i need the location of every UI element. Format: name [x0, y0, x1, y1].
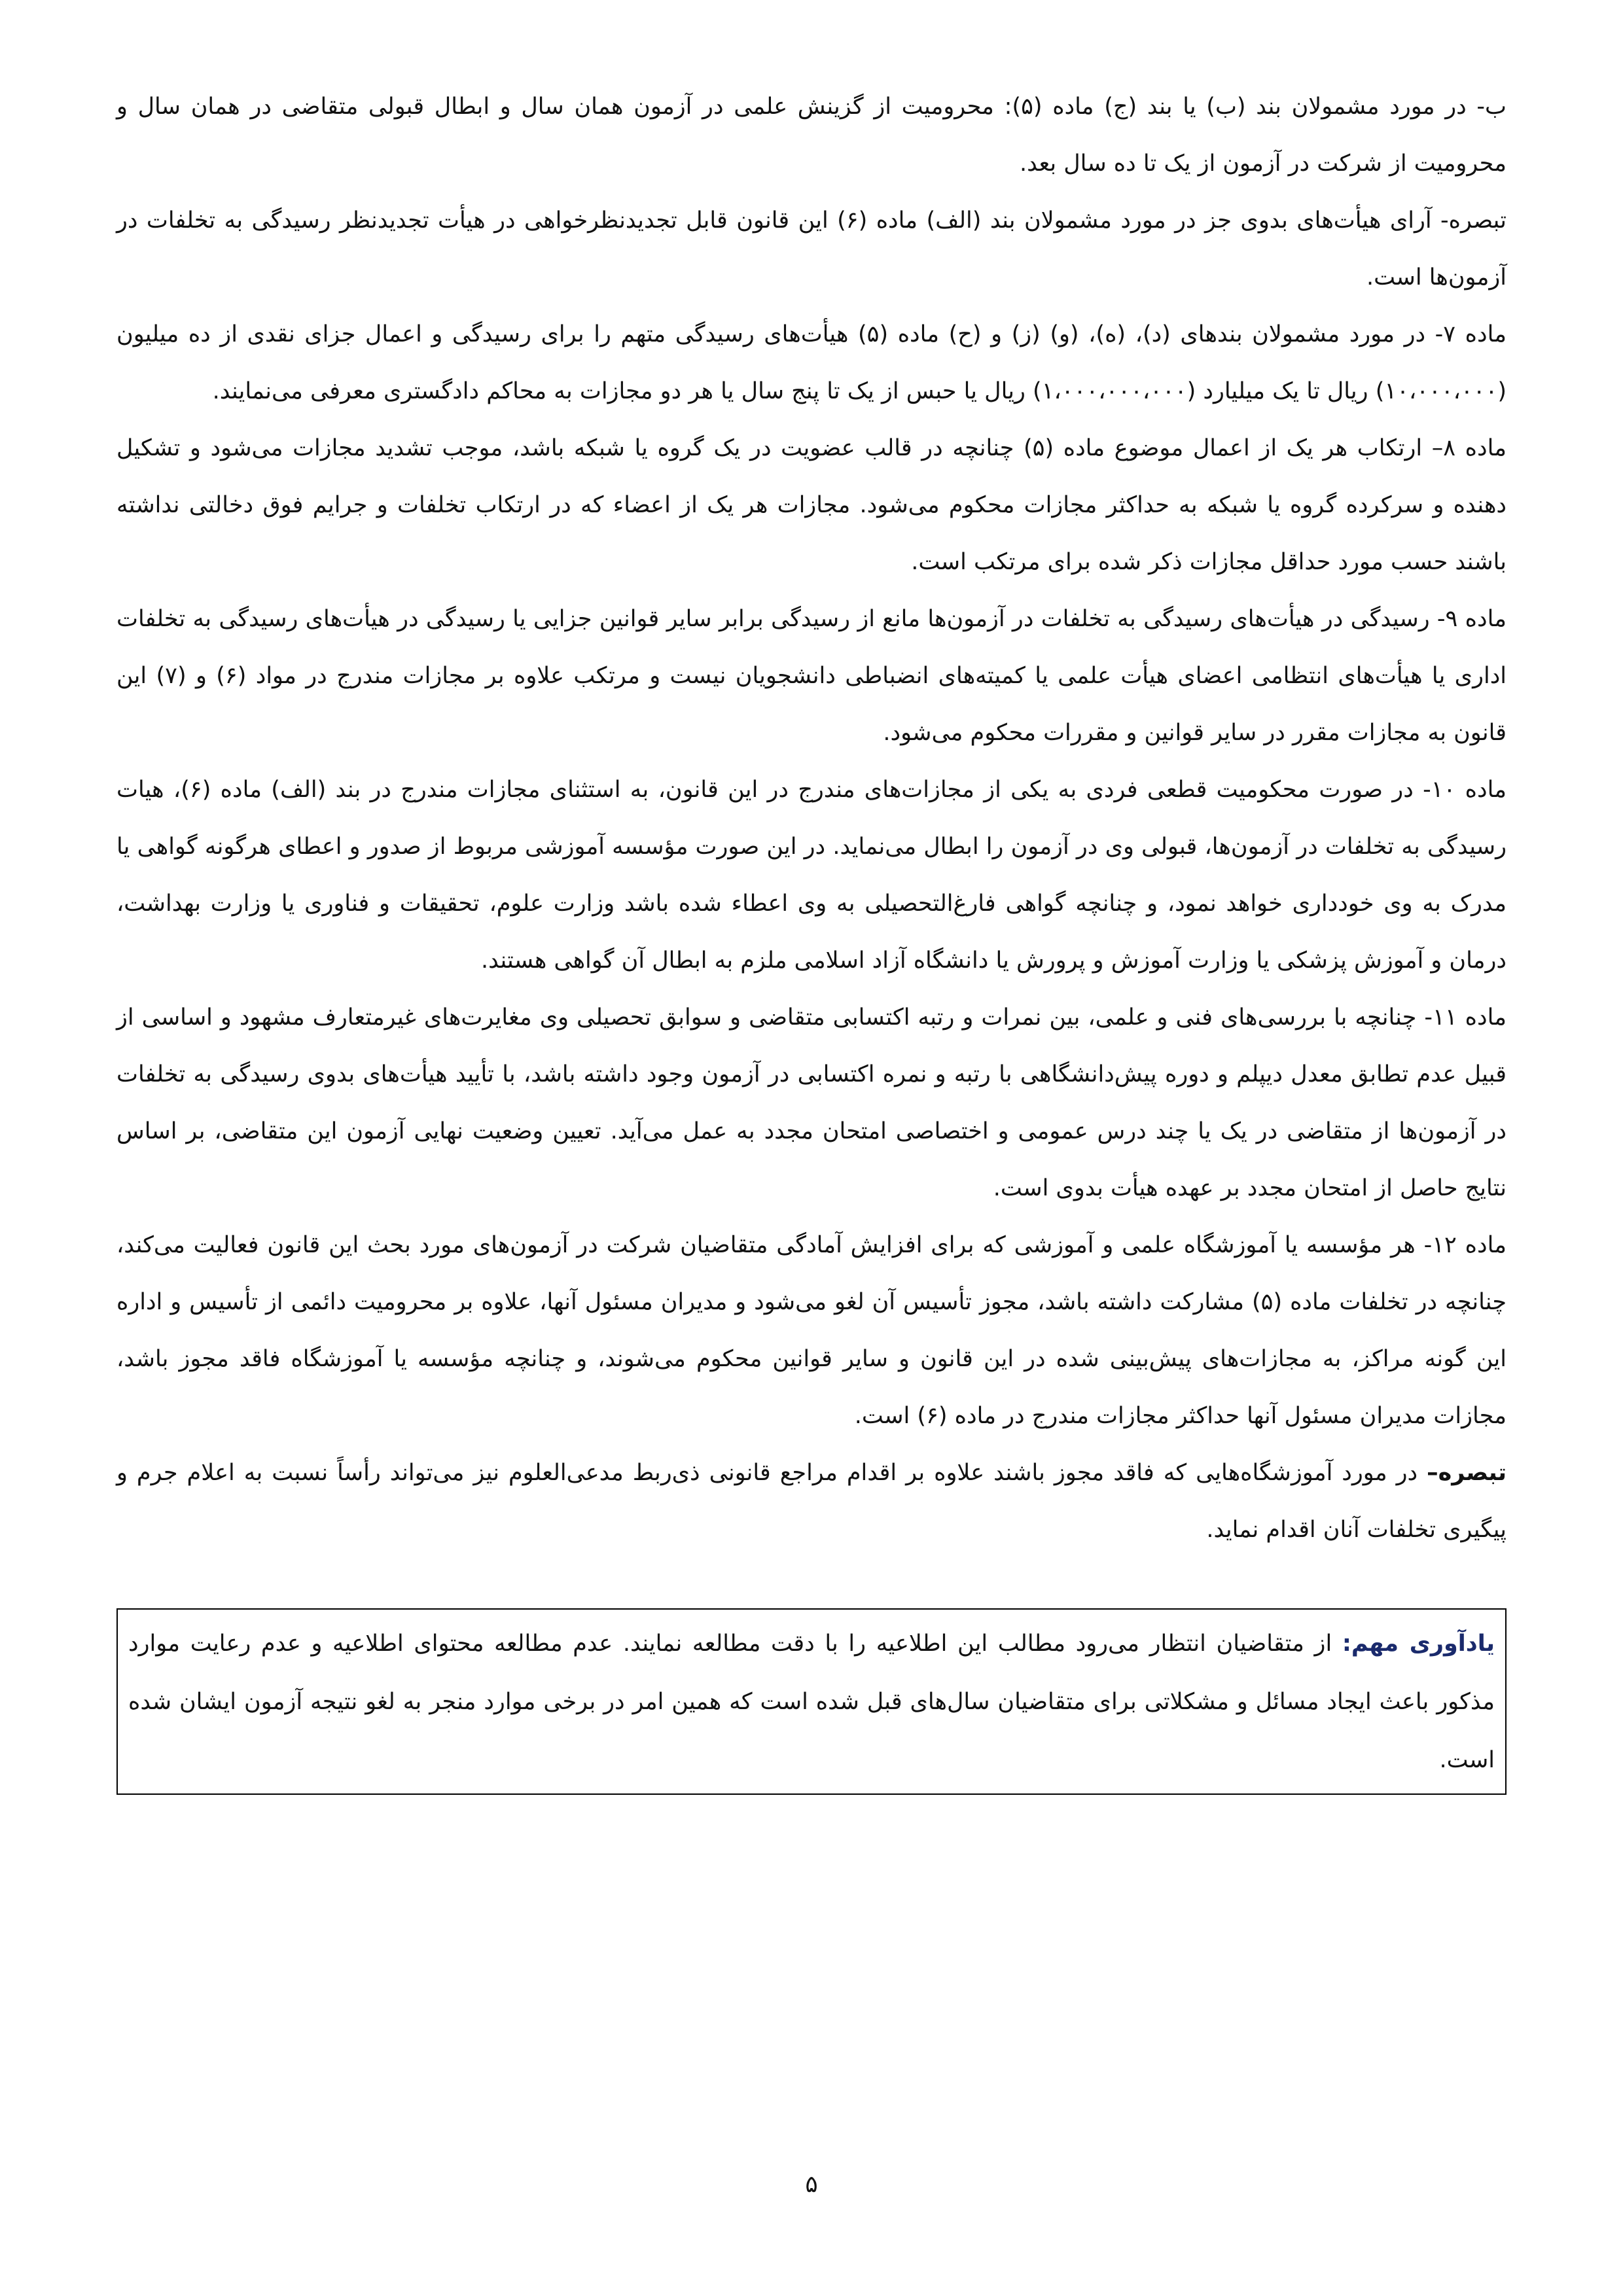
paragraph-note-appeal: تبصره- آرای هیأت‌های بدوی جز در مورد مشمولان بند (الف) ماده (۶) این قانون قابل تجدیدنظرخواهی در هیأت تجدیدنظر رسیدگی به تخلفات در آزمون‌ها است. — [116, 207, 1507, 291]
paragraph-article-9: ماده ۹- رسیدگی در هیأت‌های رسیدگی به تخلفات در آزمون‌ها مانع از رسیدگی برابر سایر قوانین جزایی یا رسیدگی در هیأت‌های رسیدگی به تخلفات اداری یا هیأت‌های انتظامی اعضای هیأت علمی یا کمیته‌های انضباطی دانشجویان نیست و مرتکب علاوه بر مجازات مندرج در مواد (۶) و (۷) این قانون به مجازات مقرر در سایر قوانین و مقررات محکوم می‌شود. — [116, 606, 1507, 746]
notice-label: یادآوری مهم: — [1342, 1631, 1495, 1657]
important-notice-paragraph — [128, 1615, 1495, 1790]
paragraph-article-10: ماده ۱۰- در صورت محکومیت قطعی فردی به یکی از مجازات‌های مندرج در این قانون، به استثنای مجازات مندرج در بند (الف) ماده (۶)، هیات رسیدگی به تخلفات در آزمون‌ها، قبولی وی در آزمون را ابطال می‌نماید. در این صورت مؤسسه آموزشی مربوط از صدور و اعطای هرگونه گواهی یا مدرک به وی خودداری خواهد نمود، و چنانچه گواهی فارغ‌التحصیلی به وی اعطاء شده باشد وزارت علوم، تحقیقات و فناوری یا وزارت بهداشت، درمان و آموزش پزشکی یا وزارت آموزش و پرورش یا دانشگاه آزاد اسلامی ملزم به ابطال آن گواهی هستند. — [116, 777, 1507, 974]
paragraph-article-12: ماده ۱۲- هر مؤسسه یا آموزشگاه علمی و آموزشی که برای افزایش آمادگی متقاضیان شرکت در آزمون‌های مورد بحث این قانون فعالیت می‌کند، چنانچه در تخلفات ماده (۵) مشارکت داشته باشد، مجوز تأسیس آن لغو می‌شود و مدیران مسئول آنها، علاوه بر محرومیت دائمی از تأسیس و اداره این گونه مراکز، به مجازات‌های پیش‌بینی شده در این قانون و سایر قوانین محکوم می‌شوند، و چنانچه مؤسسه یا آموزشگاه فاقد مجوز باشد، مجازات مدیران مسئول آنها حداکثر مجازات مندرج در ماده (۶) است. — [116, 1232, 1507, 1429]
document-body — [116, 79, 1507, 1559]
important-notice-box — [116, 1608, 1507, 1795]
paragraph-article-11: ماده ۱۱- چنانچه با بررسی‌های فنی و علمی، بین نمرات و رتبه اکتسابی متقاضی و سوابق تحصیلی وی مغایرت‌های غیرمتعارف مشهود و اساسی از قبیل عدم تطابق معدل دیپلم و دوره پیش‌دانشگاهی با رتبه و نمره اکتسابی در آزمون وجود داشته باشد، با تأیید هیأت‌های بدوی رسیدگی به تخلفات در آزمون‌ها از متقاضی در یک یا چند درس عمومی و اختصاصی امتحان مجدد به عمل می‌آید. تعیین وضعیت نهایی آزمون این متقاضی، بر اساس نتایج حاصل از امتحان مجدد بر عهده هیأت بدوی است. — [116, 1004, 1507, 1201]
notice-text: از متقاضیان انتظار می‌رود مطالب این اطلاعیه را با دقت مطالعه نمایند. عدم مطالعه محتوای اطلاعیه و عدم رعایت موارد مذکور باعث ایجاد مسائل و مشکلاتی برای متقاضیان سال‌های قبل شده است که همین امر در برخی موارد منجر به لغو نتیجه آزمون ایشان شده است. — [128, 1631, 1495, 1773]
note-label: تبصره– — [1427, 1460, 1507, 1486]
paragraph-note-institutes — [116, 1445, 1507, 1559]
paragraph-item-b: ب- در مورد مشمولان بند (ب) یا بند (ج) ماده (۵): محرومیت از گزینش علمی در آزمون همان سال و ابطال قبولی متقاضی در همان سال و محرومیت از شرکت در آزمون از یک تا ده سال بعد. — [116, 94, 1507, 177]
note-text: در مورد آموزشگاه‌هایی که فاقد مجوز باشند علاوه بر اقدام مراجع قانونی ذی‌ربط مدعی‌العلوم نیز می‌تواند رأساً نسبت به اعلام جرم و پیگیری تخلفات آنان اقدام نماید. — [116, 1460, 1507, 1543]
page-number: ۵ — [805, 2171, 818, 2198]
paragraph-article-8: ماده ۸– ارتکاب هر یک از اعمال موضوع ماده (۵) چنانچه در قالب عضویت در یک گروه یا شبکه باشد، موجب تشدید مجازات می‌شود و تشکیل دهنده و سرکرده گروه یا شبکه به حداکثر مجازات محکوم می‌شود. مجازات هر یک از اعضاء که در ارتکاب تخلفات و جرایم فوق دخالتی نداشته باشند حسب مورد حداقل مجازات ذکر شده برای مرتکب است. — [116, 435, 1507, 575]
paragraph-article-7: ماده ۷- در مورد مشمولان بندهای (د)، (ه)، (و) (ز) و (ح) ماده (۵) هیأت‌های رسیدگی متهم را برای رسیدگی و اعمال جزای نقدی از ده میلیون (۱۰،۰۰۰،۰۰۰) ریال تا یک میلیارد (۱،۰۰۰،۰۰۰،۰۰۰) ریال یا حبس از یک تا پنج سال یا هر دو مجازات به محاکم دادگستری معرفی می‌نمایند. — [116, 321, 1507, 404]
